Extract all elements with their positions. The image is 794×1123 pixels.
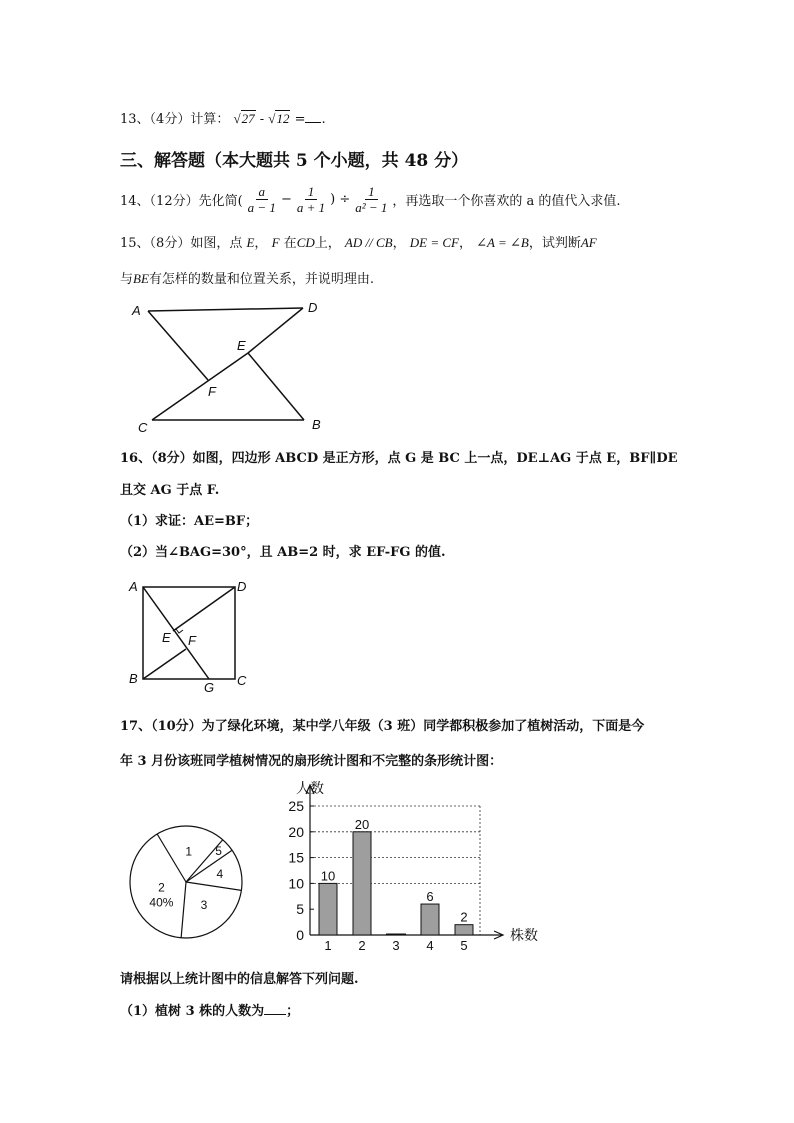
- pie-slice-boundary: [157, 834, 186, 882]
- relation-angle: ∠A = ∠B: [476, 235, 529, 250]
- bar-5: [455, 925, 473, 935]
- q17-part-1: [120, 1000, 299, 1019]
- pie-label-1: 1: [185, 844, 193, 859]
- q17-line-1: 17、（10分）为了绿化环境，某中学八年级（3 班）同学都积极参加了植树活动，下面是今: [120, 719, 645, 734]
- bar-chart: [280, 778, 550, 953]
- bar-value-label: 20: [354, 816, 370, 832]
- q16-figure: [124, 575, 254, 695]
- q15-text: 有怎样的数量和位置关系，并说明理由.: [148, 272, 375, 287]
- x-axis-label: 株数: [510, 927, 538, 943]
- label-g: G: [204, 680, 215, 695]
- x-tick-label: 4: [426, 938, 434, 953]
- q14-line: [120, 184, 621, 215]
- divide-sign: ) ÷: [330, 192, 351, 207]
- q16-part-2: （2）当∠BAG=30°，且 AB=2 时，求 EF-FG 的值.: [120, 545, 446, 560]
- section-title: 三、解答题（本大题共 5 个小题，共 48 分）: [120, 151, 469, 171]
- y-axis-label: 人数: [296, 780, 324, 796]
- x-tick-label: 5: [460, 938, 468, 953]
- judge-text: ，试判断: [528, 236, 581, 251]
- q16-part-1: （1）求证：AE=BF；: [120, 514, 259, 529]
- label-e: E: [162, 630, 171, 645]
- segment-eb: [248, 353, 304, 420]
- segment-af: AF: [580, 235, 597, 250]
- segment-ag: [143, 587, 209, 679]
- fraction-3: $\frac{1}{\text{a² − 1}}$: [355, 184, 388, 215]
- bar-value-label: 2: [460, 909, 468, 925]
- point-e: E: [246, 235, 255, 250]
- answer-blank[interactable]: [264, 1002, 286, 1015]
- pie-label-4: 4: [216, 867, 224, 882]
- q13-label: 13、（4分）计算：: [120, 112, 230, 127]
- bar-2: [353, 832, 371, 935]
- x-tick-label: 2: [358, 938, 366, 953]
- label-d: D: [308, 300, 318, 315]
- pie-percent-label: 40%: [149, 895, 174, 910]
- q17-line-2: 年 3 月份该班同学植树情况的扇形统计图和不完整的条形统计图：: [120, 754, 503, 769]
- comma: ，: [254, 236, 268, 251]
- minus-sign: -: [259, 112, 265, 127]
- bar-value-label: 6: [426, 889, 434, 905]
- equals-sign: =: [294, 112, 306, 127]
- q16-line-2: 且交 AG 于点 F.: [120, 483, 220, 498]
- segment-be: BE: [133, 271, 149, 286]
- q15-text: 15、（8分）如图，点: [120, 236, 243, 251]
- label-c: C: [138, 420, 148, 435]
- pie-label-2: 2: [158, 880, 165, 895]
- x-tick-label: 1: [324, 938, 332, 953]
- semicolon: ；: [286, 1004, 300, 1019]
- label-b: B: [312, 417, 321, 432]
- point-f: F: [271, 235, 280, 250]
- comma: ，: [458, 236, 472, 251]
- segment-de: [173, 587, 235, 631]
- label-c: C: [237, 673, 247, 688]
- comma: ，: [392, 236, 406, 251]
- segment-de: [248, 308, 303, 353]
- segment-af-line: [148, 311, 208, 380]
- q17-part1-text: （1）植树 3 株的人数为: [120, 1004, 265, 1019]
- relation-parallel: AD // CB: [344, 235, 393, 250]
- y-tick-label: 20: [288, 823, 304, 840]
- shang: 上，: [314, 236, 341, 251]
- fraction-1: $\frac{a}{a - 1}$: [247, 184, 276, 215]
- label-f: F: [208, 384, 216, 399]
- q17-after: 请根据以上统计图中的信息解答下列问题.: [120, 972, 359, 987]
- bar-4: [421, 904, 439, 935]
- pie-label-3: 3: [200, 897, 208, 912]
- label-e: E: [237, 338, 246, 353]
- y-tick-label: 25: [288, 798, 304, 814]
- label-a: A: [132, 303, 141, 318]
- sqrt-27: √27: [233, 111, 255, 126]
- label-a: A: [129, 579, 138, 594]
- q15-text: 与: [120, 272, 134, 287]
- q14-tail: ，再选取一个你喜欢的 a 的值代入求值.: [392, 194, 621, 209]
- label-b: B: [129, 671, 138, 686]
- y-tick-label: 0: [296, 927, 304, 943]
- segment-cf: [152, 353, 248, 420]
- segment-bf: [143, 649, 186, 679]
- bar-value-label: 10: [320, 868, 336, 884]
- q15-line-1: [120, 232, 597, 251]
- y-tick-label: 5: [296, 901, 304, 918]
- q15-line-2: [120, 268, 374, 287]
- q14-label: 14、（12分）先化简(: [120, 194, 243, 209]
- answer-blank[interactable]: [305, 110, 321, 123]
- x-tick-label: 3: [392, 938, 400, 953]
- segment-cd: CD: [296, 235, 315, 250]
- q16-line-1: 16、（8分）如图，四边形 ABCD 是正方形，点 G 是 BC 上一点，DE⊥AG 于点 E，BF∥DE: [120, 451, 678, 466]
- y-tick-label: 15: [288, 849, 304, 866]
- pie-chart: [126, 822, 246, 942]
- pie-label-5: 5: [215, 843, 222, 858]
- minus-sign: −: [280, 192, 292, 207]
- q13-line: [120, 108, 326, 127]
- label-d: D: [237, 579, 247, 594]
- label-f: F: [188, 633, 196, 648]
- pie-slice-boundary: [186, 882, 241, 890]
- sqrt-12: √12: [268, 111, 290, 126]
- y-tick-label: 10: [288, 875, 304, 892]
- zai: 在: [283, 236, 297, 251]
- fraction-2: $\frac{1}{a + 1}$: [296, 184, 326, 215]
- right-angle-mark: [176, 629, 183, 633]
- pie-slice-boundary: [181, 882, 186, 938]
- q15-figure: [130, 298, 330, 438]
- segment-ad: [148, 308, 303, 311]
- bar-1: [319, 883, 337, 935]
- period: .: [321, 112, 326, 127]
- relation-equal: DE = CF: [409, 235, 459, 250]
